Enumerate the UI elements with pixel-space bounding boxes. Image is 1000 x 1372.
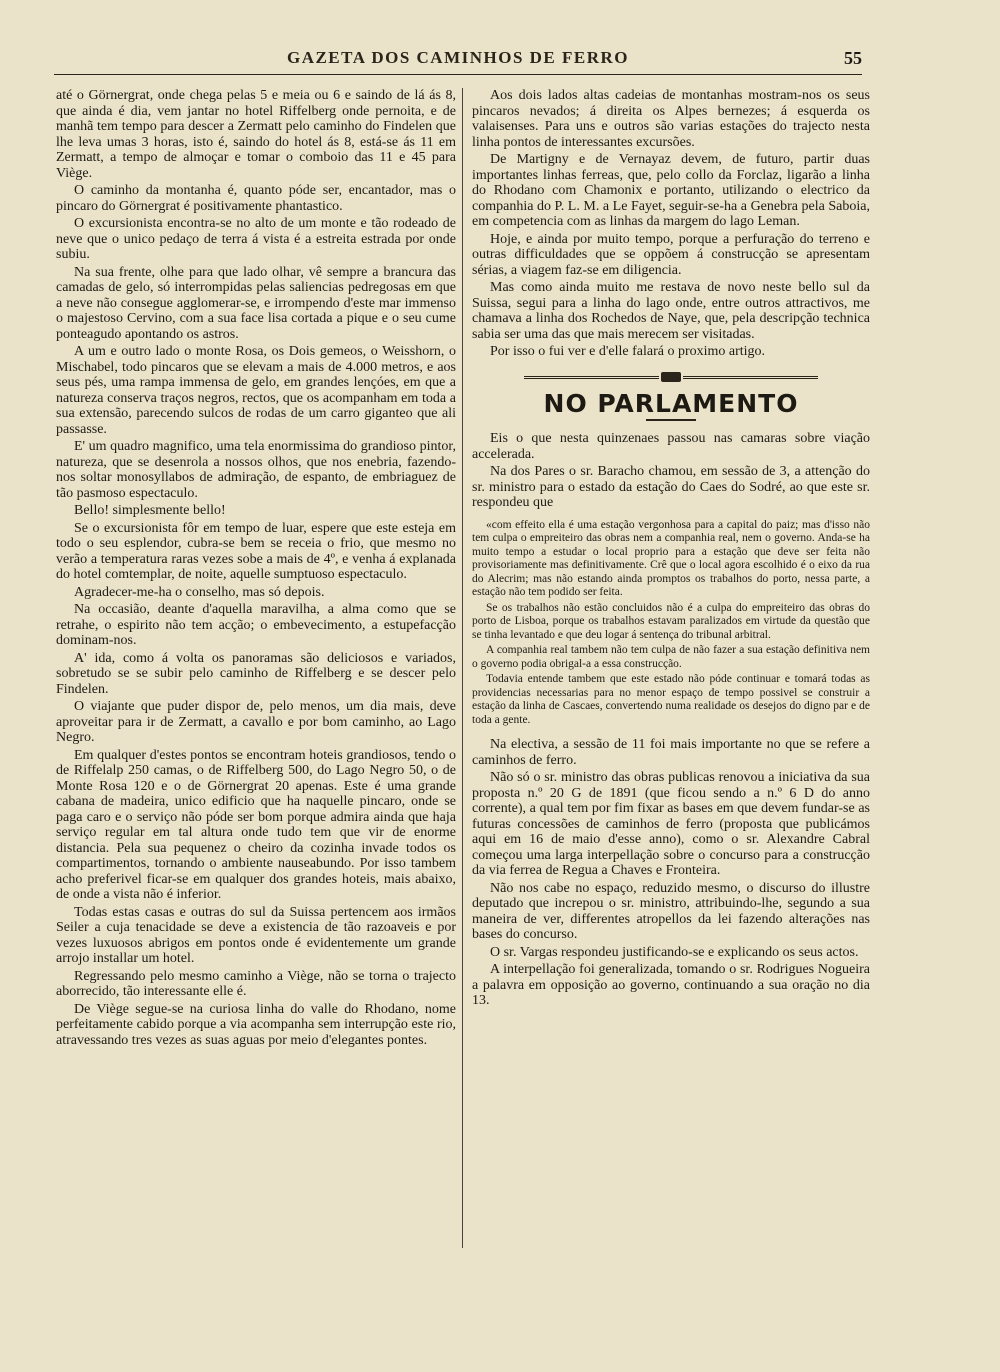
paragraph: Hoje, e ainda por muito tempo, porque a perfuração do terreno e outras difficuldades que se oppõem á construcção se apresentam sérias, a viagem faz-se em diligencia. xyxy=(472,231,870,278)
paragraph: O viajante que puder dispor de, pelo menos, um dia mais, deve aproveitar para ir de Zermatt, a cavallo e por bom caminho, ao Lago Negro. xyxy=(56,699,456,745)
separator-line-left xyxy=(524,376,659,379)
paragraph: De Viège segue-se na curiosa linha do valle do Rhodano, nome perfeitamente cabido porque a via acompanha sem interrupção este rio, atravessando tres vezes as suas aguas por meio d'elegantes pontes. xyxy=(56,1001,456,1048)
paragraph: Todas estas casas e outras do sul da Suissa pertencem aos irmãos Seiler a cuja tenacidade se deve a existencia de tão razoaveis e por vezes luxuosos abrigos em pontos onde é evidentemente um grande arrojo installar um hotel. xyxy=(56,904,456,966)
paragraph: Se o excursionista fôr em tempo de luar, espere que este esteja em todo o seu esplendor, cubra-se bem se receia o frio, que mesmo no verão a temperatura raras vezes sobe a mais de 4º, e venha á explanada do hotel comtemplar, de noite, aquelle sumptuoso espectaculo. xyxy=(56,520,456,582)
paragraph: O caminho da montanha é, quanto póde ser, encantador, mas o pincaro do Görnergrat é positivamente phantastico. xyxy=(56,183,456,214)
paragraph: A um e outro lado o monte Rosa, os Dois gemeos, o Weisshorn, o Mischabel, todo pincaros que se elevam a mais de 4.000 metros, e aos seus pés, uma rampa immensa de gelo, em grandes lençóes, em que a natureza conserva traços negros, rectos, que os acompanham em toda a sua extensão, parecendo sulcos de rodas de um carro giganteo que ali passasse. xyxy=(56,344,456,437)
paragraph: De Martigny e de Vernayaz devem, de futuro, partir duas importantes linhas ferreas, que, pelo collo da Forclaz, ligarão a linha do Rhodano com Chamonix e portanto, utilizando o electrico da companhia do P. L. M. a Le Fayet, seguir-se-ha a Genebra pela Saboia, em competencia com as linhas da margem do lago Leman. xyxy=(472,152,870,229)
running-title: GAZETA DOS CAMINHOS DE FERRO xyxy=(286,48,630,67)
paragraph: A' ida, como á volta os panoramas são deliciosos e variados, sobretudo se se subir pelo caminho de Riffelberg e se descer pelo Findelen. xyxy=(56,650,456,697)
paragraph: Por isso o fui ver e d'elle falará o proximo artigo. xyxy=(490,344,766,359)
page-number: 55 xyxy=(844,48,862,68)
paragraph: O excursionista encontra-se no alto de um monte e tão rodeado de neve que o unico pedaço de terra á vista é a estreita estrada por onde subiu. xyxy=(56,216,456,262)
column-divider xyxy=(462,88,463,1248)
paragraph: Bello! simplesmente bello! xyxy=(74,503,226,518)
quote-paragraph: A companhia real tambem não tem culpa de não fazer a sua estação definitiva nem o governo podia obrigal-a a essa construcção. xyxy=(472,644,870,670)
paragraph: Não só o sr. ministro das obras publicas renovou a iniciativa da sua proposta n.º 20 G de 1891 (que ficou sendo a n.º 6 D do anno corrente), a qual tem por fim fixar as bases em que devem fundar-se as futuras concessões de caminhos de ferro (proposta que publicámos aqui em 16 de maio d'esse anno), como o sr. Alexandre Cabral começou uma larga interpellação sobre o concurso para a construcção da via ferrea de Regua a Chaves e Fronteira. xyxy=(472,770,870,878)
paragraph: Eis o que nesta quinzenaes passou nas camaras sobre viação accelerada. xyxy=(472,431,870,462)
paragraph: Agradecer-me-ha o conselho, mas só depois. xyxy=(74,584,325,600)
paragraph: Não nos cabe no espaço, reduzido mesmo, o discurso do illustre deputado que increpou o sr. ministro, attribuindo-lhe, segundo a sua maneira de ver, differentes atropellos da lei fazendo alterações nas bases do concurso. xyxy=(472,880,870,942)
heading-rule xyxy=(646,419,696,421)
header-rule xyxy=(54,74,862,75)
separator-line-right xyxy=(683,376,818,379)
paragraph: Na dos Pares o sr. Baracho chamou, em sessão de 3, a attenção do sr. ministro para o estado da estação do Caes do Sodré, ao que este sr. respondeu que xyxy=(472,464,870,510)
paragraph: A interpellação foi generalizada, tomando o sr. Rodrigues Nogueira a palavra em opposição ao governo, continuando a sua oração no dia 13. xyxy=(472,962,870,1008)
paragraph: Mas como ainda muito me restava de novo neste bello sul da Suissa, segui para a linha do lago onde, entre outros attractivos, me chamava a linha dos Rochedos de Naye, que, pela descripção technica sabia ser uma das que mais merecem ser visitadas. xyxy=(472,280,870,342)
paragraph: até o Görnergrat, onde chega pelas 5 e meia ou 6 e saindo de lá ás 8, que ainda é dia, vem jantar no hotel Riffelberg onde pernoita, e de manhã tem tempo para descer a Zermatt pelo caminho do Findelen que lhe leva umas 3 horas, isto é, saindo do hotel ás 8, está-se ás 11 em Zermatt, a tempo de almoçar e tomar o comboio das 11 e 45 para Viège. xyxy=(56,88,456,181)
page-header xyxy=(54,48,862,72)
paragraph: Na sua frente, olhe para que lado olhar, vê sempre a brancura das camadas de gelo, só interrompidas pelas saliencias pedregosas em que a neve não consegue agglomerar-se, e irrompendo d'este mar immenso o majestoso Cervino, com a sua face lisa cortada a pique e o seu cume ponteagudo apontando os astros. xyxy=(56,264,456,342)
paragraph: E' um quadro magnifico, uma tela enormissima do grandioso pintor, natureza, que se desenrola a nossos olhos, que nos enebria, fazendo-nos soltar monosyllabos de admiração, de espanto, de embriaguez de tão pasmoso espectaculo. xyxy=(56,439,456,501)
quote-paragraph: Se os trabalhos não estão concluidos não é a culpa do empreiteiro das obras do porto de Lisboa, porque os trabalhos estavam paralizados em virtude da questão que se tinha levantado e que deu logar á sentença do tribunal arbitral. xyxy=(472,601,870,641)
paragraph: Aos dois lados altas cadeias de montanhas mostram-nos os seus pincaros nevados; á direita os Alpes bernezes; á esquerda os valaisenses. Para uns e outros são varias estações do trajecto nesta linha pontos de interessantes excursões. xyxy=(472,88,870,150)
section-heading: NO PARLAMENTO xyxy=(543,388,799,418)
quote-paragraph: «com effeito ella é uma estação vergonhosa para a capital do paiz; mas d'isso não tem culpa o empreiteiro das obras nem a companhia real, nem o governo. Anda-se ha muito tempo a estudar o local proprio para a estação que deve ser feita não provisoriamente mas definitivamente. Crê que o local agora escolhido é o eixo da rua do Alecrim; mas não estando ainda promptos os trabalhos do porto, nessa parte, a estação não tem podido ser feita. xyxy=(472,518,870,598)
right-column xyxy=(472,88,870,1011)
quote-paragraph: Todavia entende tambem que este estado não póde continuar e tomará todas as providencias necessarias para no menor espaço de tempo possivel se construir a estação da linha de Cascaes, convertendo numa realidade os desejos do digno par e de toda a gente. xyxy=(472,673,870,726)
paragraph: Na occasião, deante d'aquella maravilha, a alma como que se retrahe, o espirito não tem acção; o embevecimento, a estupefacção dominam-nos. xyxy=(56,602,456,648)
quoted-statement xyxy=(472,519,870,728)
left-column xyxy=(56,88,456,1050)
paragraph: Na electiva, a sessão de 11 foi mais importante no que se refere a caminhos de ferro. xyxy=(472,737,870,768)
ornament-icon xyxy=(661,372,681,382)
paragraph: Em qualquer d'estes pontos se encontram hoteis grandiosos, tendo o de Riffelalp 250 camas, o de Riffelberg 500, do Lago Negro 50, o de Monte Rosa 120 e o de Görnergrat 20 apenas. Este é uma grande cabana de madeira, unico edificio que ha naquelle pincaro, onde se paga caro e o serviço não póde ser bom porque admira ainda que haja serviço regular em tal altura onde tudo tem que vir de enorme distancia. Pela sua pequenez o cheiro da cozinha invade todos os compartimentos, tornando o ambiente nauseabundo. Por isso tambem acho preferivel ficar-se em qualquer dos grandes hoteis, mais abaixo, de onde a vista não é inferior. xyxy=(56,747,456,902)
paragraph: Regressando pelo mesmo caminho a Viège, não se torna o trajecto aborrecido, tão interessante elle é. xyxy=(56,968,456,999)
section-separator xyxy=(472,370,870,384)
paragraph: O sr. Vargas respondeu justificando-se e explicando os seus actos. xyxy=(490,944,859,960)
